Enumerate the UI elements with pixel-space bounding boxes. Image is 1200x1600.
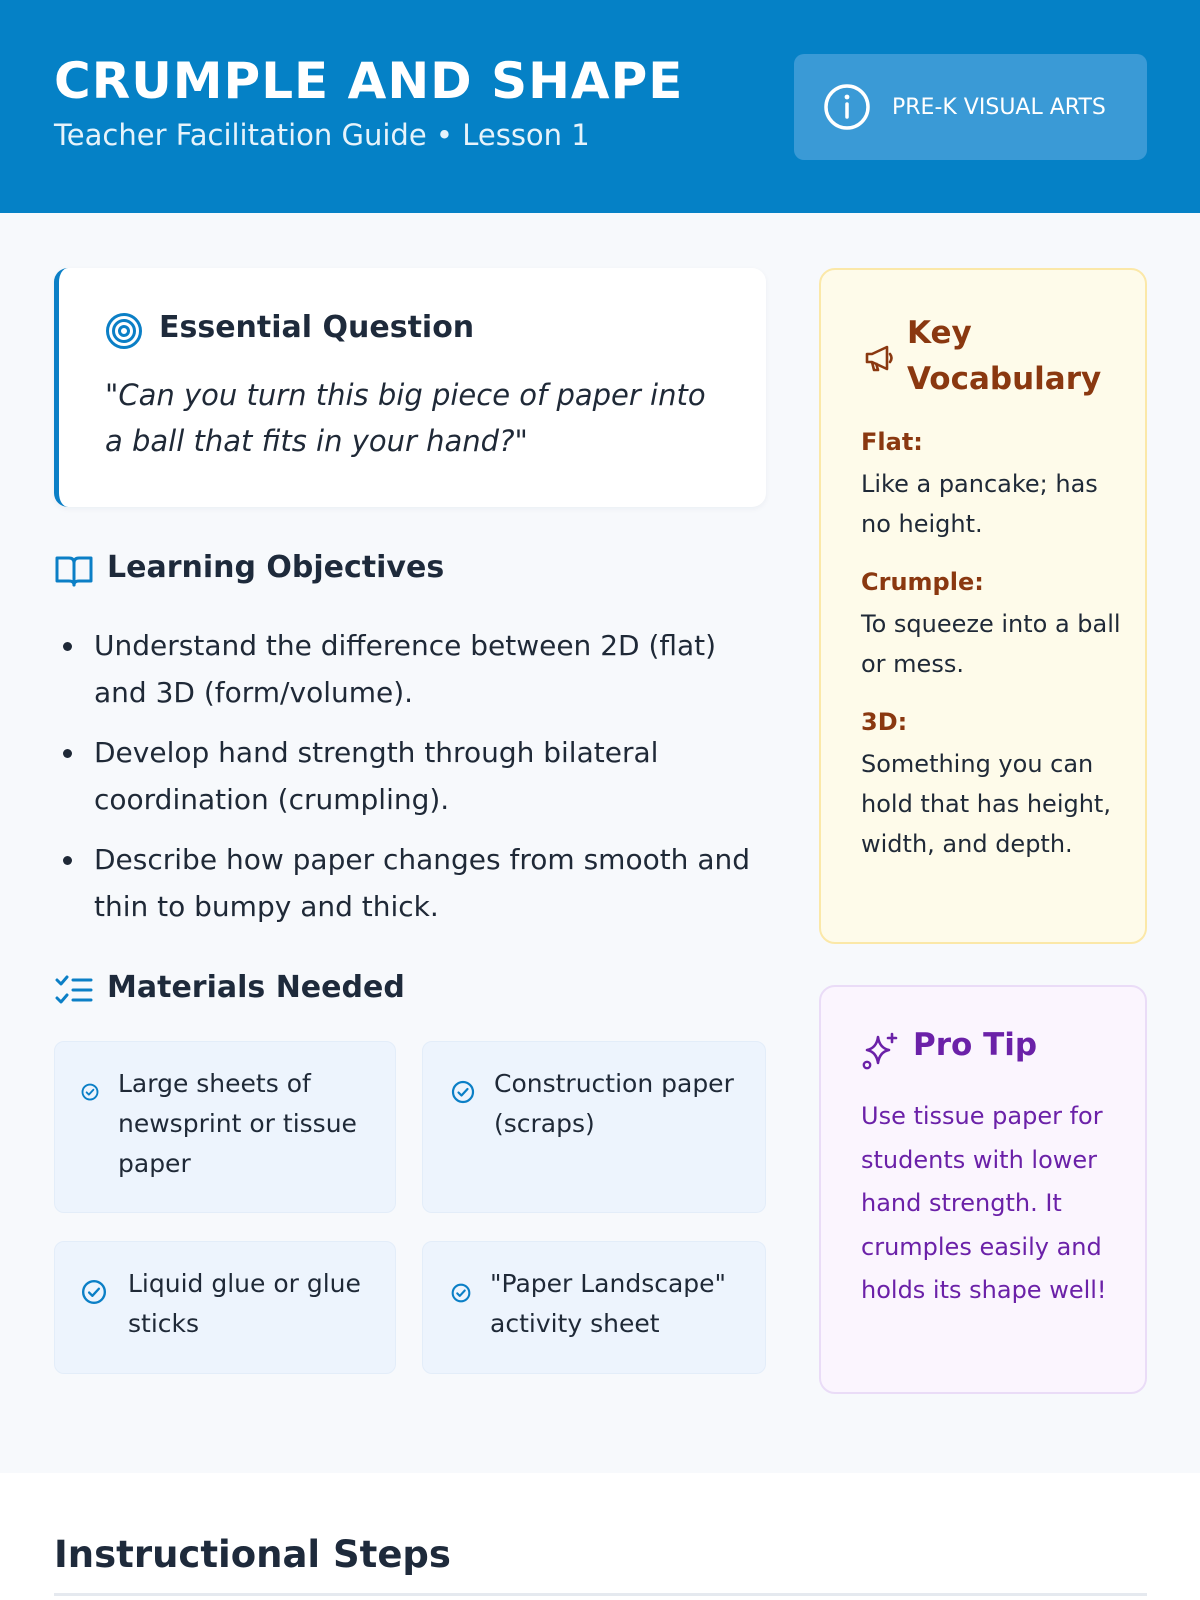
vocab-definition: To squeeze into a ball or mess. <box>861 610 1121 678</box>
vocab-definition: Like a pancake; has no height. <box>861 470 1098 538</box>
megaphone-icon <box>863 342 895 374</box>
target-icon <box>105 312 143 350</box>
page-subtitle: Teacher Facilitation Guide • Lesson 1 <box>54 118 590 152</box>
page-header <box>0 0 1200 213</box>
essential-question-title: Essential Question <box>159 310 475 345</box>
learning-objectives-title: Learning Objectives <box>107 550 445 585</box>
list-item: Describe how paper changes from smooth and thin to bumpy and thick. <box>54 836 766 930</box>
material-text: Large sheets of newsprint or tissue paper <box>118 1069 357 1178</box>
material-text: Construction paper (scraps) <box>494 1069 734 1138</box>
pro-tip-card <box>819 985 1147 1394</box>
objectives-list <box>54 622 766 943</box>
essential-question-card <box>54 268 766 507</box>
subject-badge <box>794 54 1147 160</box>
pro-tip-text: Use tissue paper for students with lower hand strength. It crumples easily and holds its shape well! <box>861 1102 1107 1304</box>
sparkles-icon <box>861 1031 901 1071</box>
check-circle-icon <box>81 1279 107 1305</box>
check-circle-icon <box>451 1283 471 1303</box>
vocab-term: Flat: <box>861 428 923 456</box>
vocab-term: 3D: <box>861 708 908 736</box>
vocab-term: Crumple: <box>861 568 984 596</box>
essential-question-text: "Can you turn this big piece of paper into a ball that fits in your hand?" <box>105 378 706 458</box>
instructional-steps-title: Instructional Steps <box>54 1533 451 1576</box>
info-icon <box>822 82 872 132</box>
material-text: Liquid glue or glue sticks <box>128 1269 361 1338</box>
key-vocabulary-card <box>819 268 1147 944</box>
vocab-definition: Something you can hold that has height, width, and depth. <box>861 750 1111 858</box>
materials-title: Materials Needed <box>107 970 405 1005</box>
material-item <box>54 1241 396 1374</box>
material-item <box>422 1241 766 1374</box>
badge-label: PRE-K VISUAL ARTS <box>892 94 1106 120</box>
divider <box>54 1593 1147 1596</box>
material-text: "Paper Landscape" activity sheet <box>490 1269 727 1338</box>
instructional-steps-section <box>0 1473 1200 1600</box>
pro-tip-title: Pro Tip <box>913 1027 1038 1063</box>
book-icon <box>54 554 94 588</box>
check-circle-icon <box>81 1083 99 1101</box>
material-item <box>422 1041 766 1213</box>
list-item: Understand the difference between 2D (flat) and 3D (form/volume). <box>54 622 766 716</box>
checklist-icon <box>55 974 93 1006</box>
material-item <box>54 1041 396 1213</box>
list-item: Develop hand strength through bilateral coordination (crumpling). <box>54 729 766 823</box>
page-title: CRUMPLE AND SHAPE <box>54 52 684 110</box>
key-vocabulary-title: Key Vocabulary <box>907 315 1102 397</box>
check-circle-icon <box>451 1080 475 1104</box>
